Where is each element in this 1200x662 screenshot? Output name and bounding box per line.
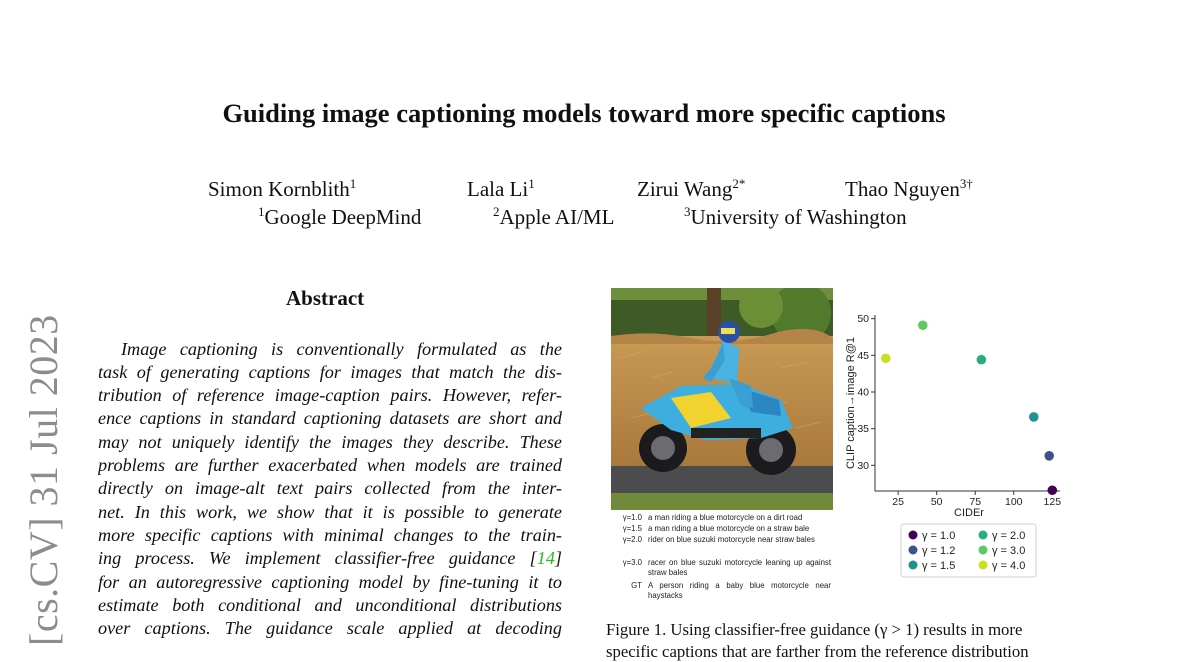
affiliation-3: $^3$University of Washington <box>684 204 907 229</box>
figure-caption-continued: specific captions that are farther from the reference distribution <box>606 642 1029 661</box>
abstract-line: tribution of reference image-caption pairs. However, refer- <box>98 385 562 405</box>
x-tick-label: 125 <box>1043 496 1062 508</box>
legend-marker <box>979 546 988 555</box>
generated-caption: a man riding a blue motorcycle on a straw bale <box>648 524 810 533</box>
y-tick-label: 40 <box>857 386 869 399</box>
legend-label: γ = 4.0 <box>992 560 1026 572</box>
x-tick-label: 100 <box>1004 496 1023 508</box>
paper-title: Guiding image captioning models toward more specific captions <box>222 98 946 128</box>
legend-label: γ = 1.2 <box>922 545 956 557</box>
ground-truth-caption: A person riding a baby blue motorcycle near haystacks <box>648 581 831 601</box>
abstract-line: over captions. The guidance scale applied at decoding <box>98 618 562 638</box>
abstract-line: Image captioning is conventionally formulated as the <box>121 339 562 359</box>
citation-link[interactable]: 14 <box>536 548 555 568</box>
affiliation-2: $^2$Apple AI/ML <box>493 204 615 229</box>
legend-marker <box>979 531 988 540</box>
abstract-line: ence captions in standard captioning datasets are short and <box>98 408 562 428</box>
scatter-point <box>1047 485 1057 495</box>
generated-caption: a man riding a blue motorcycle on a dirt road <box>648 513 803 522</box>
author-3: Zirui Wang$^{2*}$ <box>637 176 746 201</box>
y-tick-label: 45 <box>857 349 869 362</box>
gamma-label: γ=1.0 <box>622 513 642 522</box>
x-axis-label: CIDEr <box>954 507 984 519</box>
data-points <box>881 320 1057 495</box>
generated-caption: racer on blue suzuki motorcycle leaning up against straw bales <box>648 558 831 578</box>
abstract-line: directly on image-alt text pairs collected from the inter- <box>98 478 562 498</box>
abstract-line: task of generating captions for images that match the dis- <box>98 362 562 382</box>
legend-label: γ = 1.5 <box>922 560 956 572</box>
x-tick-label: 75 <box>969 496 982 508</box>
gamma-label: γ=3.0 <box>622 558 642 567</box>
scatter-point <box>881 353 891 363</box>
motorcycle-photo-illustration <box>611 288 833 510</box>
legend-marker <box>979 561 988 570</box>
y-axis-label: CLIP caption→image R@1 <box>845 336 857 470</box>
scatter-point <box>977 355 987 365</box>
scatter-point <box>1044 451 1054 461</box>
legend-label: γ = 3.0 <box>992 545 1026 557</box>
author-4: Thao Nguyen$^{3\dagger}$ <box>845 176 973 201</box>
scatter-point <box>918 320 928 330</box>
x-ticks <box>892 491 1061 508</box>
x-tick-label: 25 <box>892 496 904 508</box>
arxiv-stamp: [cs.CV] 31 Jul 2023 <box>21 314 66 646</box>
legend-marker <box>909 561 918 570</box>
scatter-point <box>1029 412 1039 422</box>
legend-marker <box>909 546 918 555</box>
y-tick-label: 30 <box>857 459 869 472</box>
abstract-line: may not uniquely identify the images they describe. These <box>98 432 562 452</box>
gamma-label: γ=1.5 <box>622 524 642 533</box>
abstract-heading: Abstract <box>286 286 365 310</box>
y-tick-label: 35 <box>857 423 869 436</box>
generated-caption: rider on blue suzuki motorcycle near straw bales <box>648 535 815 544</box>
author-2: Lala Li$^1$ <box>467 176 535 201</box>
abstract-line: problems are further exacerbated when models are trained <box>98 455 562 475</box>
figure-photo <box>611 288 833 510</box>
y-ticks <box>857 313 875 472</box>
legend-marker <box>909 531 918 540</box>
y-tick-label: 50 <box>857 313 869 326</box>
affiliation-1: $^1$Google DeepMind <box>258 204 422 229</box>
legend-label: γ = 2.0 <box>992 530 1026 542</box>
abstract-line: net. In this work, we show that it is possible to generate <box>98 502 562 522</box>
author-1: Simon Kornblith$^1$ <box>208 176 357 201</box>
abstract-line-with-citation: ing process. We implement classifier-free guidance [14] <box>98 548 562 568</box>
gamma-label: GT <box>631 581 642 590</box>
gamma-label: γ=2.0 <box>622 535 642 544</box>
x-tick-label: 50 <box>930 496 943 508</box>
abstract-line: more specific captions with minimal changes to the train- <box>98 525 562 545</box>
abstract-line: estimate both conditional and unconditional distributions <box>98 595 562 615</box>
scatter-chart <box>835 300 1085 590</box>
legend-label: γ = 1.0 <box>922 530 956 542</box>
abstract-line: for an autoregressive captioning model by fine-tuning it to <box>98 572 562 592</box>
figure-caption: Figure 1. Using classifier-free guidance (γ > 1) results in more <box>606 620 1023 639</box>
